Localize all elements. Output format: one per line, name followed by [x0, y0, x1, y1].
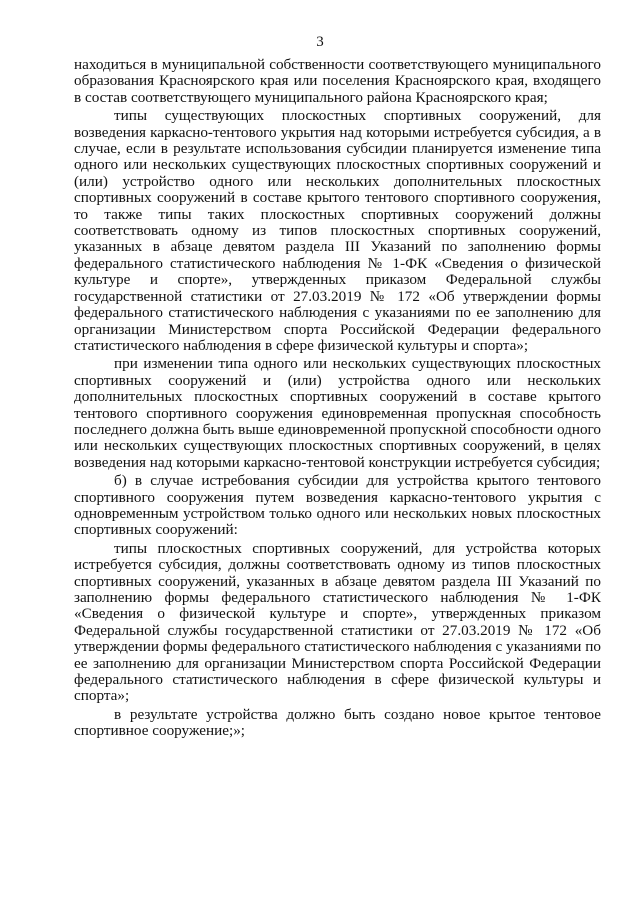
document-body — [74, 57, 601, 740]
paragraph-municipal-ownership: находиться в муниципальной собственности соответствующего муниципального образования Красноярского края или поселения Красноярского края, входящего в состав соответствующего муниципального района Красноярского края; — [74, 56, 601, 106]
paragraph-capacity-change: при изменении типа одного или нескольких существующих плоскостных спортивных сооружений и (или) устройства одного или нескольких дополнительных плоскостных спортивных сооружений в составе крытого тентового спортивного сооружения единовременная пропускная способность последнего должна быть выше единовременной пропускной способности одного или нескольких существующих плоскостных спортивных сооружений, в целях возведения над которыми каркасно-тентовой конструкции истребуется субсидия; — [74, 355, 601, 471]
paragraph-new-covered-facility: в результате устройства должно быть создано новое крытое тентовое спортивное сооружение;»; — [74, 705, 601, 740]
paragraph-new-facility-types: типы плоскостных спортивных сооружений, для устройства которых истребуется субсидия, должны соответствовать одному из типов плоскостных спортивных сооружений, указанных в абзаце девятом раздела III Указаний по заполнению формы федерального статистического наблюдения № 1-ФК «Сведения о физической культуре и спорте», утвержденных приказом Федеральной службы государственной статистики от 27.03.2019 № 172 «Об утверждении формы федерального статистического наблюдения с указаниями по ее заполнению для организации Министерством спорта Российской Федерации федерального статистического наблюдения в сфере физической культуры и спорта»; — [74, 539, 601, 705]
paragraph-facility-types: типы существующих плоскостных спортивных сооружений, для возведения каркасно-тентового укрытия над которыми истребуется субсидия, а в случае, если в результате использования субсидии планируется изменение типа одного или нескольких существующих плоскостных спортивных сооружений и (или) устройство одного или нескольких дополнительных плоскостных спортивных сооружений в составе крытого тентового спортивного сооружения, то также типы таких плоскостных спортивных сооружений должны соответствовать одному из типов плоскостных спортивных сооружений, указанных в абзаце девятом раздела III Указаний по заполнению формы федерального статистического наблюдения № 1-ФК «Сведения о физической культуре и спорте», утвержденных приказом Федеральной службы государственной статистики от 27.03.2019 № 172 «Об утверждении формы федерального статистического наблюдения с указаниями по ее заполнению для организации Министерством спорта Российской Федерации федерального статистического наблюдения в сфере физической культуры и спорта»; — [74, 107, 601, 354]
paragraph-subsidy-case-b: б) в случае истребования субсидии для устройства крытого тентового спортивного сооружения путем возведения каркасно-тентового укрытия с одновременным устройством только одного или нескольких новых плоскостных спортивных сооружений: — [74, 472, 601, 539]
page-number: 3 — [316, 34, 324, 50]
